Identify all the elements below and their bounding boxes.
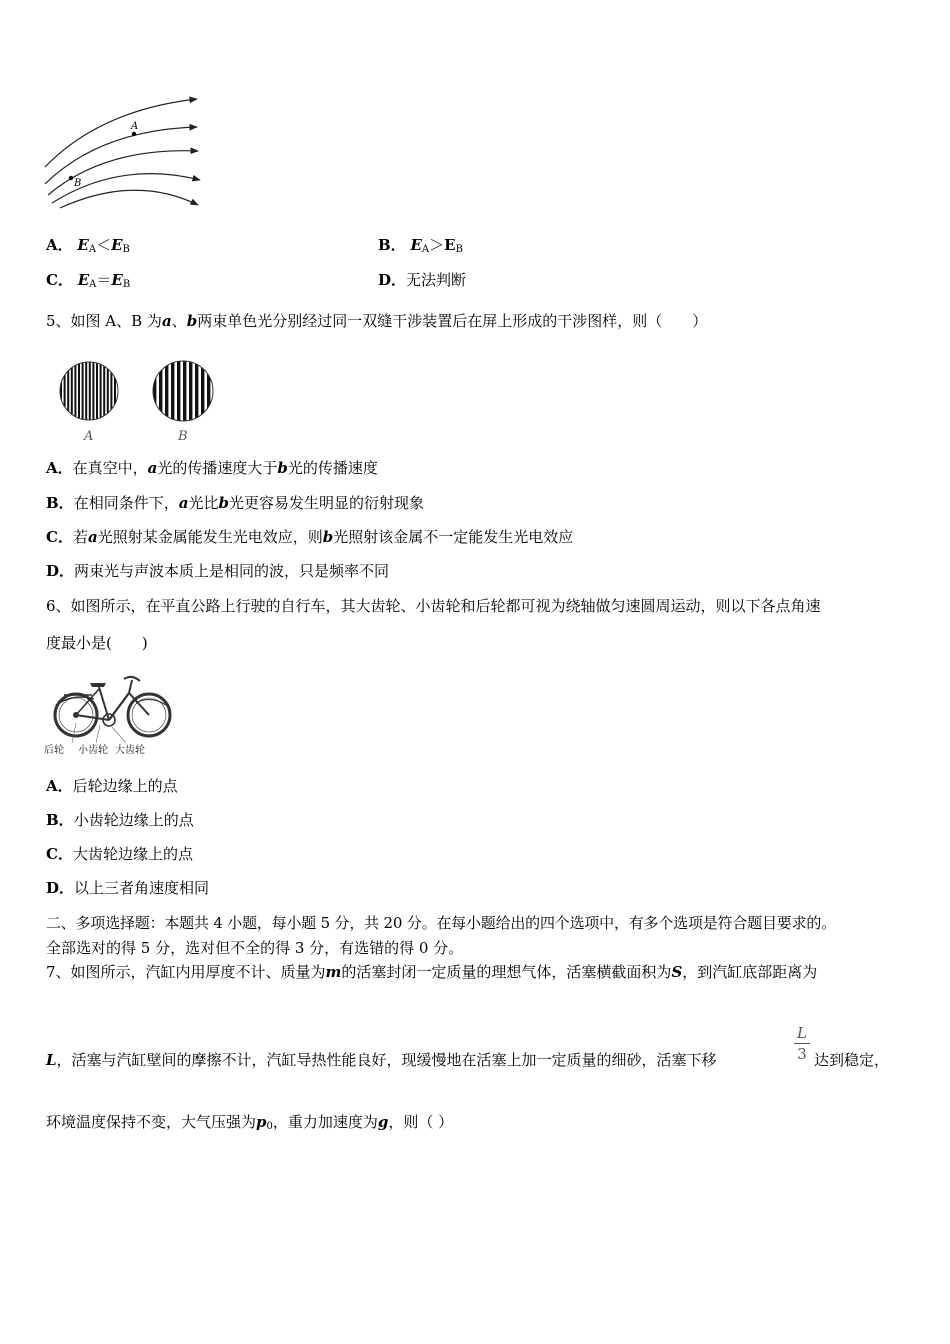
q4-option-b: B． $E_A>E_B$	[378, 236, 463, 255]
dark-fringe	[82, 360, 84, 422]
q5-option-b: B．在相同条件下，a光比b光更容易发生明显的衍射现象	[46, 494, 424, 512]
field-lines-figure	[40, 92, 210, 212]
dark-fringe	[71, 360, 73, 422]
dark-fringe	[153, 360, 156, 422]
dark-fringe	[165, 360, 168, 422]
small-gear	[73, 712, 79, 718]
q5-option-a: A．在真空中，a光的传播速度大于b光的传播速度	[46, 459, 378, 477]
field-line	[45, 99, 197, 167]
field-line	[48, 151, 198, 195]
dark-fringe	[110, 360, 112, 422]
dark-fringe	[100, 360, 102, 422]
dark-fringe	[74, 360, 76, 422]
dark-fringe	[85, 360, 87, 422]
dark-fringe	[195, 360, 198, 422]
section2-line2: 全部选对的得 5 分，选对但不全的得 3 分，有选错的得 0 分。	[46, 939, 464, 957]
dark-fringe	[183, 360, 186, 422]
fraction-l-over-3: L 3	[794, 1024, 810, 1063]
bicycle-figure	[44, 665, 179, 757]
label-small-gear: 小齿轮	[78, 745, 108, 756]
q6-option-c: C．大齿轮边缘上的点	[46, 845, 193, 863]
dark-fringe	[114, 360, 116, 422]
q7-line3: 环境温度保持不变，大气压强为$p_0$，重力加速度为g，则（ ）	[46, 1113, 454, 1132]
section2-line1: 二、多项选择题：本题共 4 小题，每小题 5 分，共 20 分。在每小题给出的四个选项中，有多个选项是符合题目要求的。	[46, 914, 836, 932]
dark-fringe	[103, 360, 105, 422]
q7-line1: 7、如图所示，汽缸内用厚度不计、质量为m的活塞封闭一定质量的理想气体，活塞横截面积为S，到汽缸底部距离为	[46, 963, 818, 981]
pattern-a	[59, 360, 121, 422]
field-line	[60, 190, 198, 208]
dark-fringe	[189, 360, 192, 422]
q7-line2-end: 达到稳定，	[814, 1051, 890, 1069]
q6-option-a: A．后轮边缘上的点	[46, 777, 178, 795]
dark-fringe	[177, 360, 180, 422]
dark-fringe	[96, 360, 98, 422]
point-a-dot	[132, 132, 136, 136]
label-big-gear: 大齿轮	[115, 745, 145, 756]
dark-fringe	[89, 360, 91, 422]
pattern-b-label: B	[178, 429, 188, 444]
q4-option-a: A． $E_A<E_B$	[46, 236, 130, 255]
q5-option-d: D．两束光与声波本质上是相同的波，只是频率不同	[46, 562, 390, 580]
q5-stem: 5、如图 A、B 为a、b两束单色光分别经过同一双缝干涉装置后在屏上形成的干涉图样，则（ ）	[46, 312, 708, 330]
dark-fringe	[67, 360, 69, 422]
dark-fringe	[213, 360, 216, 422]
label-rear-wheel: 后轮	[44, 745, 64, 756]
point-b-dot	[69, 176, 73, 180]
pattern-a-label: A	[84, 429, 94, 444]
dark-fringe	[92, 360, 94, 422]
q4-option-c: C． $E_A=E_B$	[46, 271, 131, 290]
q5-option-c: C．若a光照射某金属能发生光电效应，则b光照射该金属不一定能发生光电效应	[46, 528, 574, 546]
dark-fringe	[64, 360, 66, 422]
q6-stem-line1: 6、如图所示，在平直公路上行驶的自行车，其大齿轮、小齿轮和后轮都可视为绕轴做匀速圆周运动，则以下各点角速	[46, 597, 821, 615]
dark-fringe	[78, 360, 80, 422]
dark-fringe	[171, 360, 174, 422]
interference-figure	[55, 360, 220, 445]
point-b-label: B	[74, 178, 82, 189]
q4-option-d: D．无法判断	[378, 271, 467, 289]
q6-option-d: D．以上三者角速度相同	[46, 879, 210, 897]
q6-stem-line2: 度最小是( )	[46, 634, 148, 652]
q6-option-b: B．小齿轮边缘上的点	[46, 811, 194, 829]
q7-line2: L，活塞与汽缸壁间的摩擦不计，汽缸导热性能良好，现缓慢地在活塞上加一定质量的细砂，活塞下移	[46, 1051, 717, 1069]
point-a-label: A	[131, 121, 139, 132]
dark-fringe	[207, 360, 210, 422]
